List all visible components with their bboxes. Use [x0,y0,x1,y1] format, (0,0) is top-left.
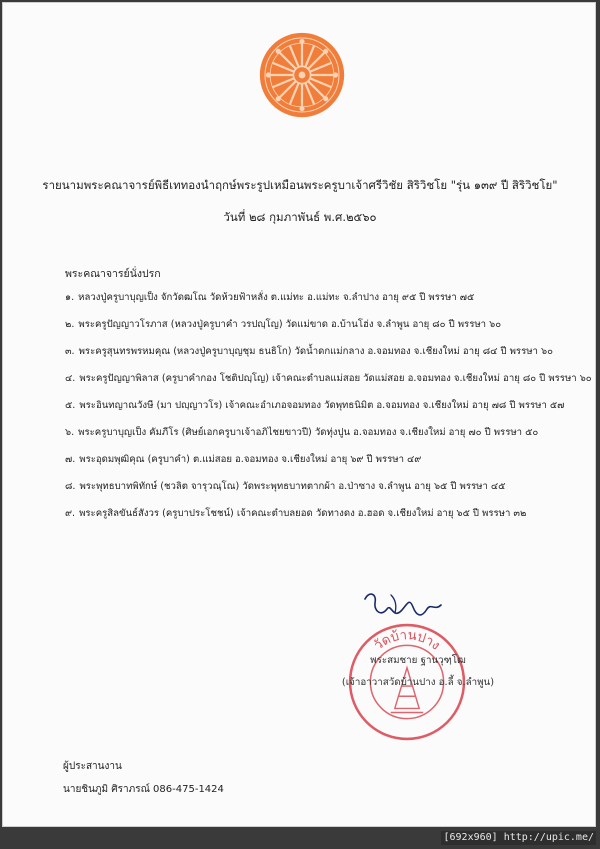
image-host-watermark: [692x960] http://upic.me/ [443,832,594,843]
coordinator-label: ผู้ประสานงาน [63,761,122,772]
list-item [65,479,585,506]
list-item [65,398,585,425]
list-item-text: พระอุดมพุฒิคุณ (ครูบาคำ) ต.แม่สอย อ.จอมทอง จ.เชียงใหม่ อายุ ๖๙ ปี พรรษา ๔๙ [79,454,422,465]
list-item [65,452,585,479]
signer-name: พระสมชาย ฐานวุฑฺโฒ [370,655,466,666]
document-date: วันที่ ๒๘ กุมภาพันธ์ พ.ศ.๒๕๖๐ [223,210,377,224]
list-item [65,344,585,371]
list-item-number: ๘. [65,481,76,492]
list-item-number: ๖. [65,427,75,438]
list-item [65,317,585,344]
document-page [2,2,596,827]
list-item-number: ๗. [65,454,76,465]
list-item [65,371,592,398]
list-item-number: ๒. [65,319,75,330]
list-item-number: ๑. [65,292,75,303]
list-item-text: พระอินทญาณวังษี (มา ปญฺญาวโร) เจ้าคณะอำเภอจอมทอง วัดพุทธนิมิต อ.จอมทอง จ.เชียงใหม่ อายุ ๗๘ ปี พรรษา ๕๗ [79,400,565,411]
list-item-number: ๙. [65,508,76,519]
list-item-number: ๔. [65,373,76,384]
document-title: รายนามพระคณาจารย์พิธีเททองนำฤกษ์พระรูปเหมือนพระครูบาเจ้าศรีวิชัย สิริวิชโย "รุ่น ๑๓๙ ปี สิริวิชโย" [42,178,558,192]
list-item [65,506,585,533]
list-item-text: พระครูสิลขันธ์สังวร (ครูบาประโชชน์) เจ้าคณะตำบลยอด วัดทางดง อ.ฮอด จ.เชียงใหม่ อายุ ๖๕ ปี พรรษา ๓๒ [79,508,527,519]
list-item-number: ๕. [65,400,76,411]
dharma-wheel-emblem [259,32,345,118]
list-item [65,290,585,317]
list-item-text: พระครูสุนทรพรหมคุณ (หลวงปู่ครูบาบุญชุม ธนธิโก) วัดน้ำดกแม่กลาง อ.จอมทอง จ.เชียงใหม่ อายุ ๘๔ ปี พรรษา ๖๐ [78,346,553,357]
list-item-text: หลวงปู่ครูบาบุญเป็ง จักวัดฒโณ วัดห้วยฟ้าหลั่ง ต.แม่ทะ อ.แม่ทะ จ.ลำปาง อายุ ๙๕ ปี พรรษา ๗๕ [78,292,475,303]
coordinator-contact: นายชินภูมิ ศิราภรณ์ 086-475-1424 [63,784,224,795]
list-item-text: พระครูปัญญาวโรภาส (หลวงปู่ครูบาคำ วรปญฺโญ) วัดแม่ขาด อ.บ้านโฮ่ง จ.ลำพูน อายุ ๘๐ ปี พรรษา ๖๐ [78,319,502,330]
monk-list [65,290,592,533]
list-item-number: ๓. [65,346,75,357]
section-heading: พระคณาจารย์นั่งปรก [65,268,161,280]
signer-role: (เจ้าอาวาสวัดบ้านปาง อ.ลี้ จ.ลำพูน) [341,677,495,688]
list-item [65,425,585,452]
seal-text: วัดบ้านปาง [371,628,443,654]
handwritten-signature [361,589,451,629]
list-item-text: พระพุทธบาทพิทักษ์ (ชวลิต จารุวณฺโณ) วัดพระพุทธบาทตากผ้า อ.ป่าซาง จ.ลำพูน อายุ ๖๕ ปี พรรษา ๔๕ [79,481,506,492]
list-item-text: พระครูบาบุญเป็ง คัมภีโร (ศิษย์เอกครูบาเจ้าอภิไชยขาวปี) วัดทุ่งปูน อ.จอมทอง จ.เชียงใหม่ อายุ ๗๐ ปี พรรษา ๕๐ [78,427,539,438]
list-item-text: พระครูปัญญาพิลาส (ครูบาคำกอง โชติปญฺโญ) เจ้าคณะตำบลแม่สอย วัดแม่สอย อ.จอมทอง จ.เชียงใหม่ อายุ ๘๐ ปี พรรษา ๖๐ [79,373,592,384]
